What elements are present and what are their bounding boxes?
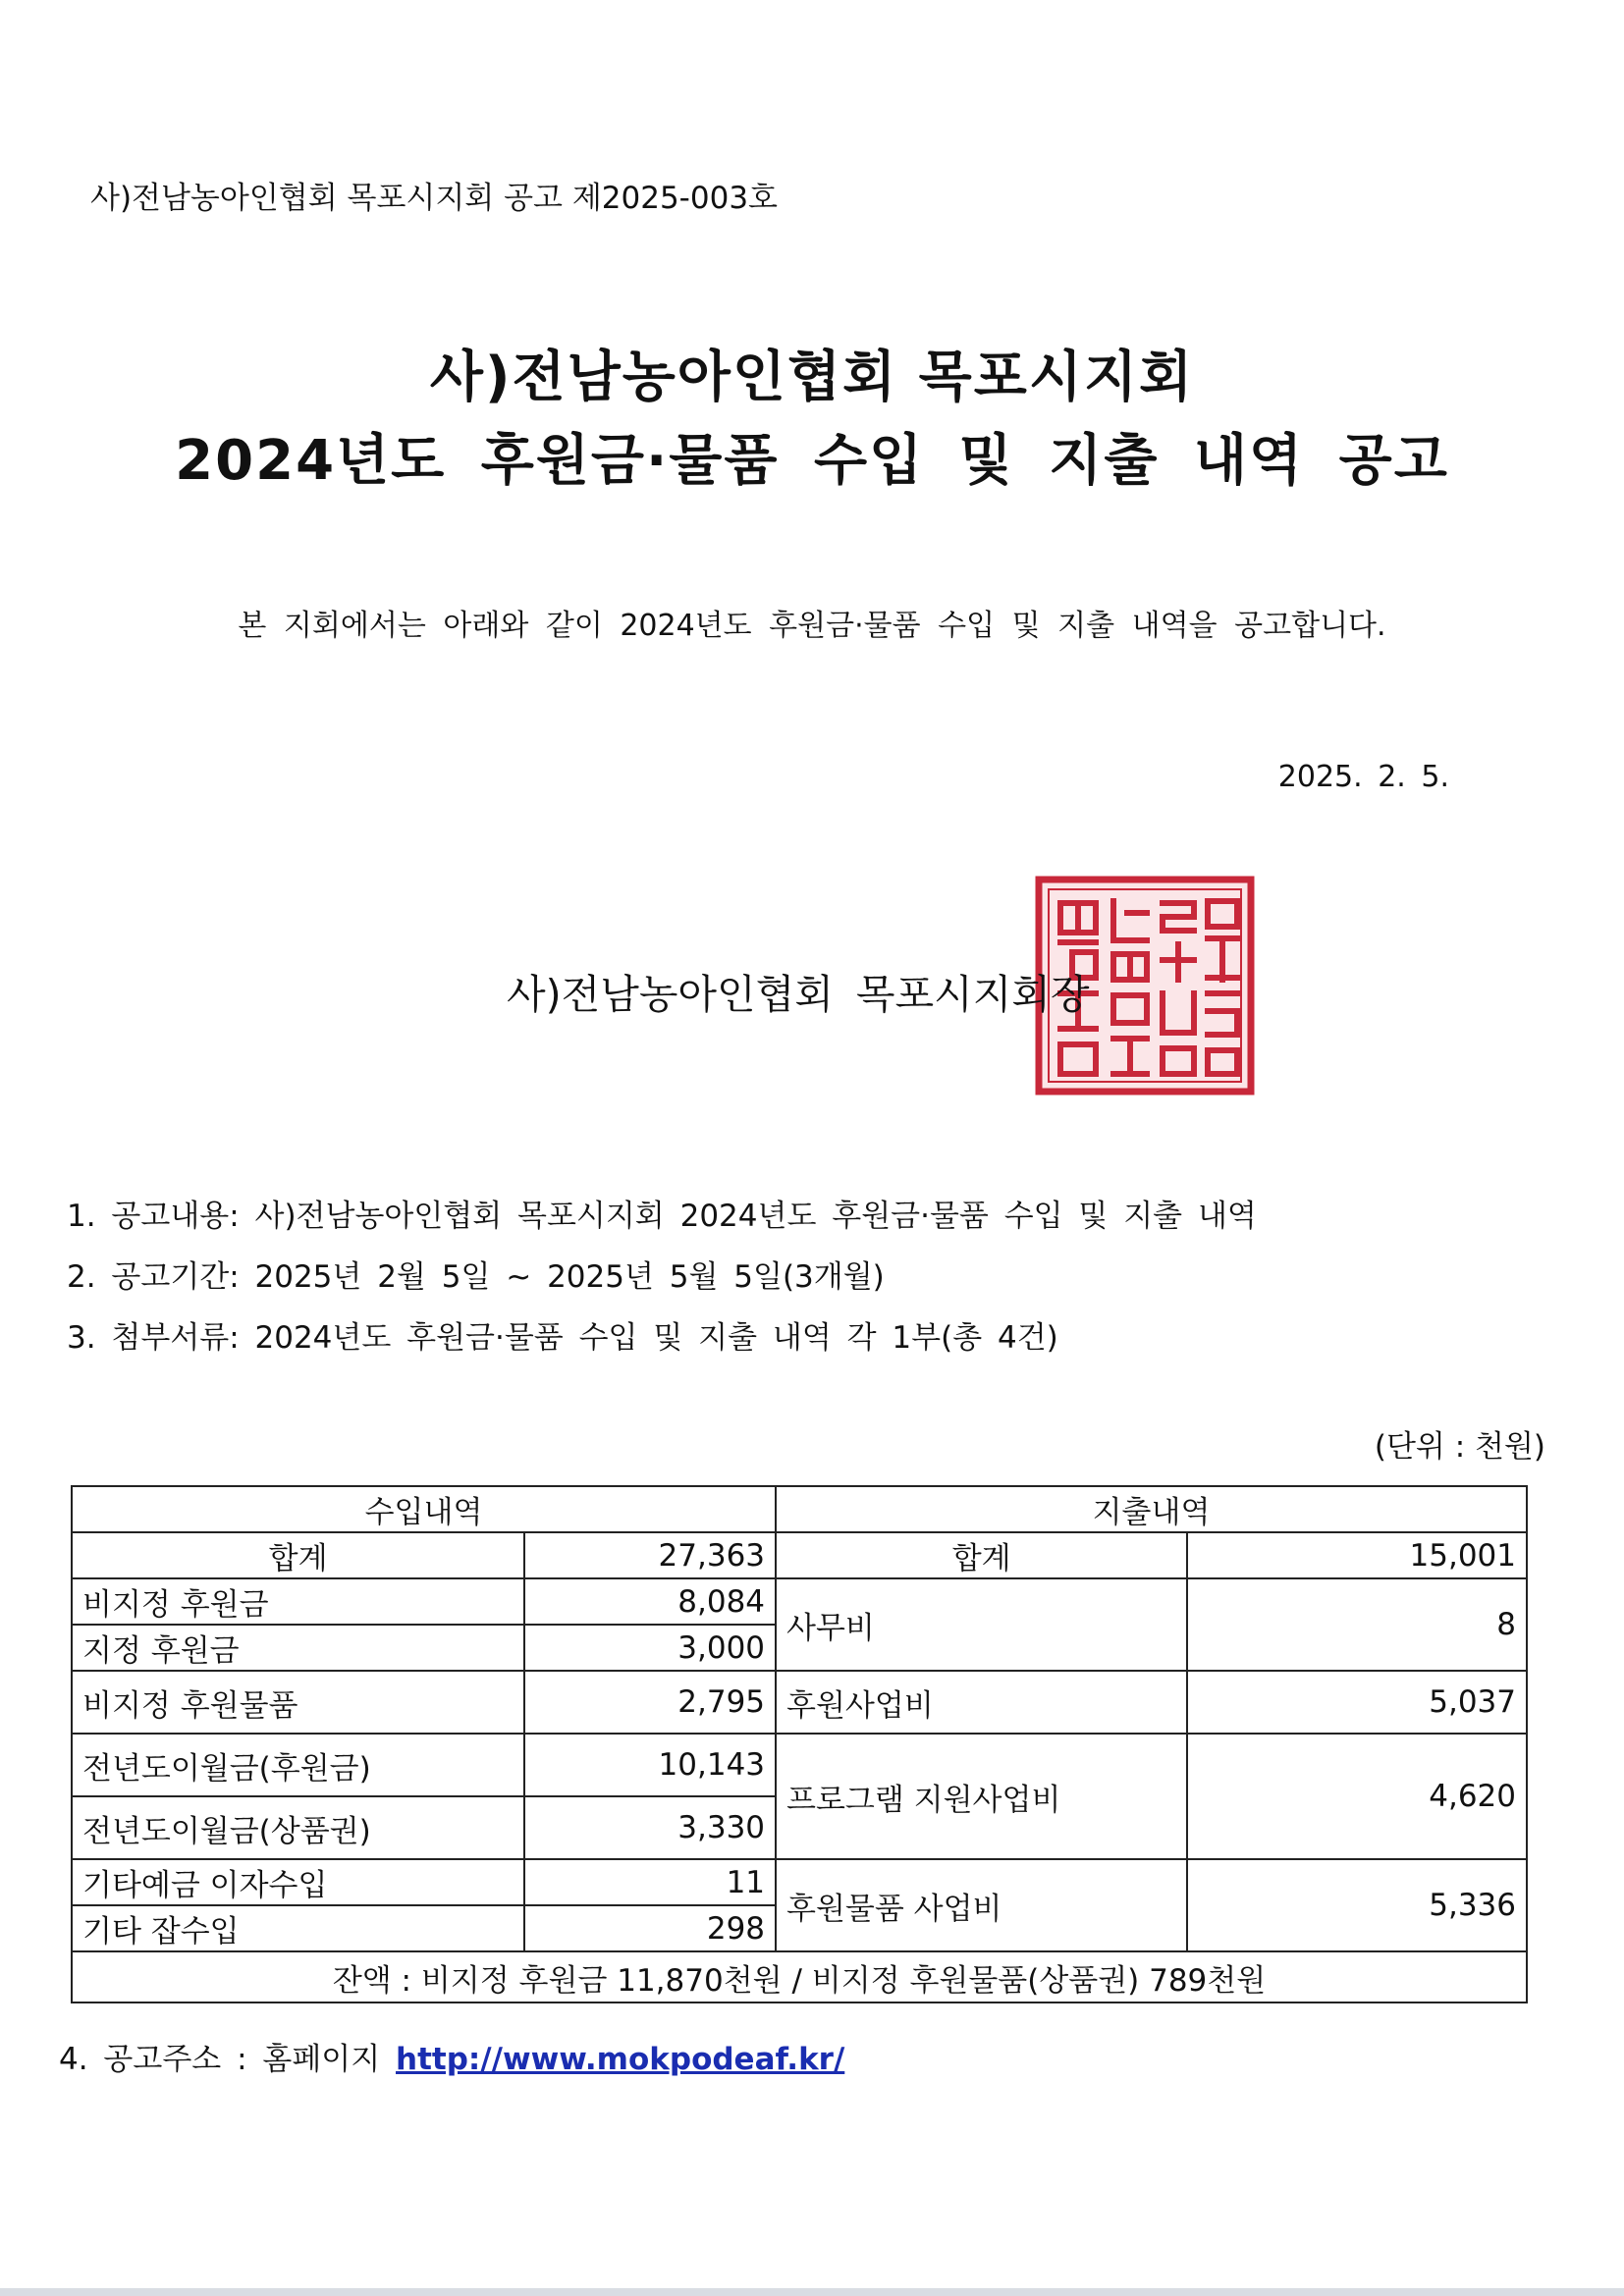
finance-table [71,1485,1528,2003]
expense-value: 5,037 [1187,1671,1527,1734]
intro-text: 본 지회에서는 아래와 같이 2024년도 후원금·물품 수입 및 지출 내역을 공고합니다. [238,609,1386,643]
expense-label: 사무비 [776,1578,1187,1671]
title-line-1: 사)전남농아인협회 목포시지회 [429,346,1195,409]
notice-items [67,1186,1257,1368]
homepage-label: 4. 공고주소 : 홈페이지 [59,2042,381,2077]
income-label: 기타 잡수입 [72,1905,524,1951]
income-label: 지정 후원금 [72,1625,524,1671]
income-value: 3,000 [524,1625,776,1671]
income-value: 2,795 [524,1671,776,1734]
expense-label: 프로그램 지원사업비 [776,1734,1187,1859]
income-value: 11 [524,1859,776,1905]
balance-row: 잔액 : 비지정 후원금 11,870천원 / 비지정 후원물품(상품권) 789천원 [72,1951,1527,2002]
unit-label: (단위 : 천원) [1374,1429,1545,1465]
expense-total-value: 15,001 [1187,1532,1527,1578]
expense-label: 후원물품 사업비 [776,1859,1187,1951]
homepage-link[interactable]: http://www.mokpodeaf.kr/ [396,2042,845,2077]
document-number: 사)전남농아인협회 목포시지회 공고 제2025-003호 [90,181,778,216]
income-value: 298 [524,1905,776,1951]
income-value: 10,143 [524,1734,776,1796]
notice-item: 3. 첨부서류: 2024년도 후원금·물품 수입 및 지출 내역 각 1부(총 4건) [67,1320,1058,1356]
notice-item: 1. 공고내용: 사)전남농아인협회 목포시지회 2024년도 후원금·물품 수입 및 지출 내역 [67,1199,1257,1234]
income-label: 비지정 후원금 [72,1578,524,1625]
income-label: 전년도이월금(후원금) [72,1734,524,1796]
expense-value: 5,336 [1187,1859,1527,1951]
notice-date: 2025. 2. 5. [1277,760,1449,794]
notice-item: 2. 공고기간: 2025년 2월 5일 ~ 2025년 5월 5일(3개월) [67,1259,885,1295]
expense-value: 4,620 [1187,1734,1527,1859]
expense-label: 후원사업비 [776,1671,1187,1734]
signer-name: 사)전남농아인협회 목포시지회장 [507,971,1090,1018]
income-value: 8,084 [524,1578,776,1625]
income-value: 3,330 [524,1796,776,1859]
expense-value: 8 [1187,1578,1527,1671]
income-label: 전년도이월금(상품권) [72,1796,524,1859]
income-header: 수입내역 [72,1486,776,1532]
income-label: 기타예금 이자수입 [72,1859,524,1905]
expense-header: 지출내역 [776,1486,1527,1532]
income-total-value: 27,363 [524,1532,776,1578]
income-label: 비지정 후원물품 [72,1671,524,1734]
income-total-label: 합계 [72,1532,524,1578]
title-line-2: 2024년도 후원금·물품 수입 및 지출 내역 공고 [175,429,1449,493]
expense-total-label: 합계 [776,1532,1187,1578]
scan-edge [0,2288,1624,2296]
homepage-line [59,2034,844,2078]
